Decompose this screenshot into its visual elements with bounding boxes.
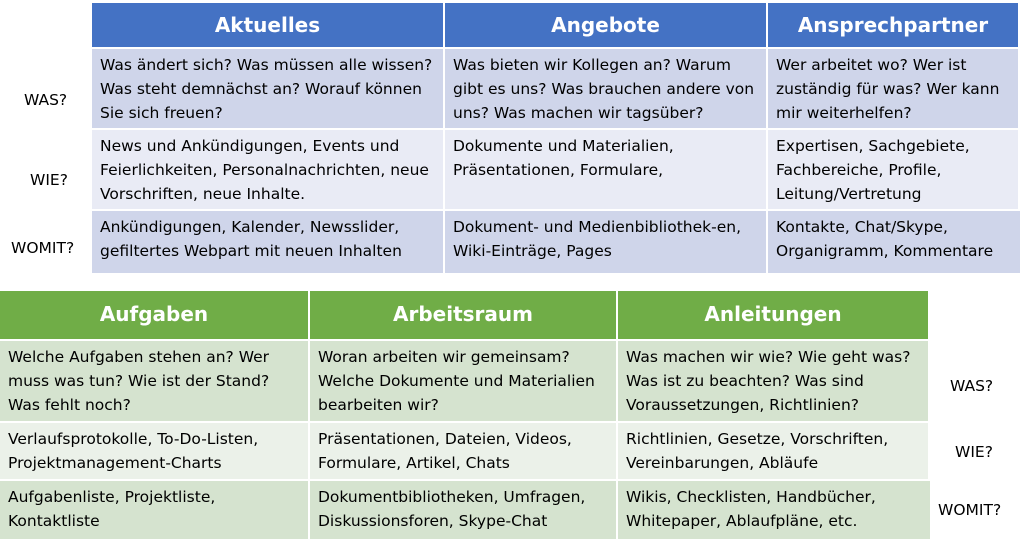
header-anleitungen: Anleitungen — [618, 291, 930, 341]
bottom-row-label-was: WAS? — [950, 377, 994, 395]
cell-angebote-womit: Dokument- und Medienbibliothek-en, Wiki-Einträge, Pages — [445, 211, 768, 275]
cell-aktuelles-wie: News und Ankündigungen, Events und Feierlichkeiten, Personalnachrichten, neue Vorschriften, neue Inhalte. — [92, 130, 445, 211]
cell-arbeitsraum-was: Woran arbeiten wir gemeinsam? Welche Dokumente und Materialien bearbeiten wir? — [310, 341, 618, 423]
cell-ansprechpartner-wie: Expertisen, Sachgebiete, Fachbereiche, Profile, Leitung/Vertretung — [768, 130, 1020, 211]
top-table — [92, 3, 1020, 275]
top-row-label-wie: WIE? — [30, 171, 68, 189]
cell-ansprechpartner-womit: Kontakte, Chat/Skype, Organigramm, Kommentare — [768, 211, 1020, 275]
cell-aktuelles-womit: Ankündigungen, Kalender, Newsslider, gefiltertes Webpart mit neuen Inhalten — [92, 211, 445, 275]
bottom-row-label-womit: WOMIT? — [938, 501, 1002, 519]
cell-aufgaben-was: Welche Aufgaben stehen an? Wer muss was tun? Wie ist der Stand? Was fehlt noch? — [0, 341, 310, 423]
header-ansprechpartner: Ansprechpartner — [768, 3, 1020, 49]
header-arbeitsraum: Arbeitsraum — [310, 291, 618, 341]
cell-angebote-wie: Dokumente und Materialien, Präsentationen, Formulare, — [445, 130, 768, 211]
header-aufgaben: Aufgaben — [0, 291, 310, 341]
top-row-label-womit: WOMIT? — [11, 239, 75, 257]
cell-arbeitsraum-womit: Dokumentbibliotheken, Umfragen, Diskussionsforen, Skype-Chat — [310, 481, 618, 541]
cell-arbeitsraum-wie: Präsentationen, Dateien, Videos, Formulare, Artikel, Chats — [310, 423, 618, 481]
header-angebote: Angebote — [445, 3, 768, 49]
cell-aufgaben-womit: Aufgabenliste, Projektliste, Kontaktliste — [0, 481, 310, 541]
cell-aufgaben-wie: Verlaufsprotokolle, To-Do-Listen, Projektmanagement-Charts — [0, 423, 310, 481]
top-row-label-was: WAS? — [24, 91, 68, 109]
cell-aktuelles-was: Was ändert sich? Was müssen alle wissen? Was steht demnächst an? Worauf können Sie sich freuen? — [92, 49, 445, 130]
bottom-table — [0, 291, 930, 541]
cell-anleitungen-womit: Wikis, Checklisten, Handbücher, Whitepaper, Ablaufpläne, etc. — [618, 481, 930, 541]
cell-anleitungen-wie: Richtlinien, Gesetze, Vorschriften, Vereinbarungen, Abläufe — [618, 423, 930, 481]
bottom-row-label-wie: WIE? — [955, 443, 993, 461]
cell-angebote-was: Was bieten wir Kollegen an? Warum gibt es uns? Was brauchen andere von uns? Was machen wir tagsüber? — [445, 49, 768, 130]
cell-ansprechpartner-was: Wer arbeitet wo? Wer ist zuständig für was? Wer kann mir weiterhelfen? — [768, 49, 1020, 130]
cell-anleitungen-was: Was machen wir wie? Wie geht was? Was ist zu beachten? Was sind Voraussetzungen, Richtlinien? — [618, 341, 930, 423]
header-aktuelles: Aktuelles — [92, 3, 445, 49]
